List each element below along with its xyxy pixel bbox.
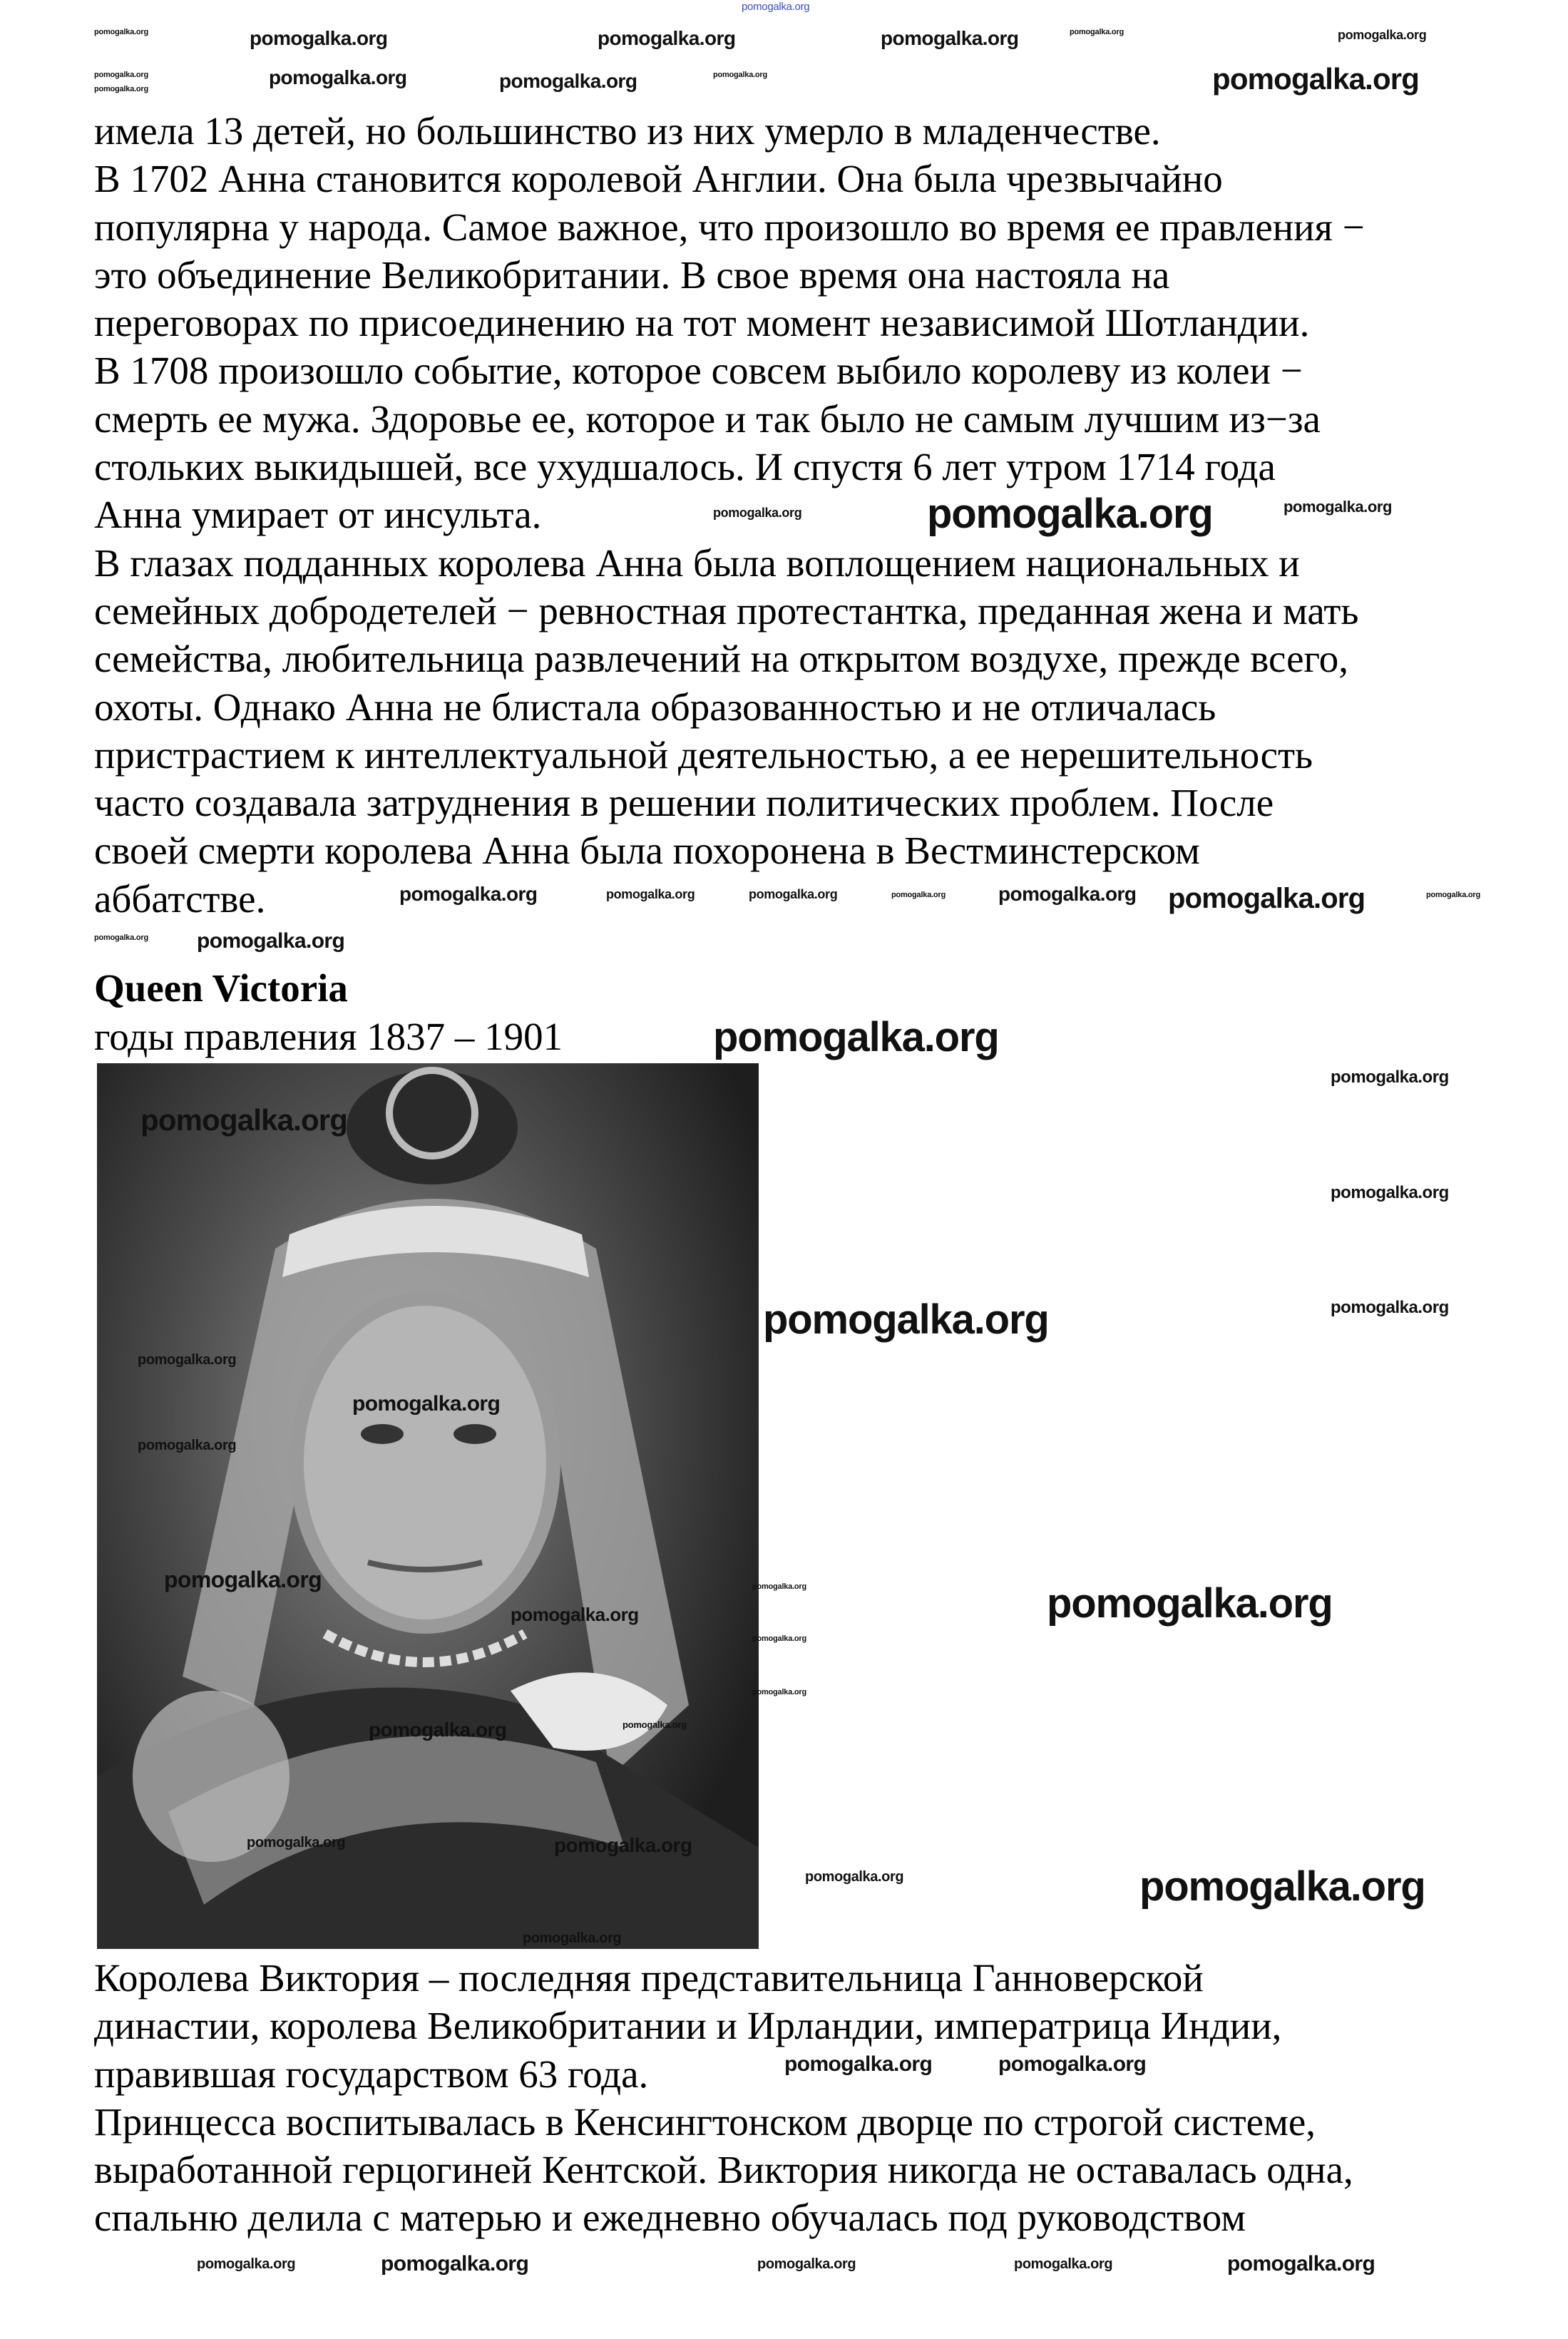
text-line: В 1708 произошло событие, которое совсем выбило королеву из колеи − — [94, 349, 1303, 393]
watermark: pomogalka.org — [1331, 1298, 1449, 1317]
section-heading: Queen Victoria — [94, 966, 348, 1010]
watermark: pomogalka.org — [749, 887, 838, 901]
watermark: pomogalka.org — [247, 1835, 346, 1851]
watermark: pomogalka.org — [1168, 883, 1365, 914]
portrait-image — [97, 1063, 759, 1949]
text-line: имела 13 детей, но большинство из них умерло в младенчестве. — [94, 109, 1161, 153]
watermark: pomogalka.org — [511, 1604, 639, 1625]
watermark: pomogalka.org — [197, 2256, 296, 2272]
watermark: pomogalka.org — [94, 71, 148, 79]
text-line: династии, королева Великобритании и Ирландии, императрица Индии, — [94, 2004, 1282, 2048]
watermark: pomogalka.org — [713, 71, 767, 79]
text-line: спальню делила с матерью и ежедневно обучалась под руководством — [94, 2196, 1246, 2240]
watermark: pomogalka.org — [1426, 891, 1480, 899]
watermark: pomogalka.org — [1212, 62, 1420, 96]
watermark: pomogalka.org — [881, 27, 1019, 49]
watermark: pomogalka.org — [752, 1582, 806, 1591]
watermark: pomogalka.org — [598, 27, 736, 49]
text-line: Анна умирает от инсульта. — [94, 493, 542, 537]
watermark: pomogalka.org — [757, 2256, 856, 2272]
text-line: стольких выкидышей, все ухудшалось. И спустя 6 лет утром 1714 года — [94, 445, 1276, 489]
victoria-paragraph — [94, 1954, 1353, 2242]
text-line: выработанной герцогиней Кентской. Виктория никогда не оставалась одна, — [94, 2148, 1353, 2192]
watermark: pomogalka.org — [1047, 1580, 1333, 1627]
watermark: pomogalka.org — [805, 1869, 904, 1885]
watermark: pomogalka.org — [927, 491, 1213, 537]
header-watermark[interactable]: pomogalka.org — [742, 1, 810, 13]
text-line: аббатстве. — [94, 876, 266, 921]
watermark: pomogalka.org — [713, 506, 802, 520]
watermark: pomogalka.org — [140, 1103, 348, 1137]
watermark: pomogalka.org — [713, 1014, 999, 1060]
watermark: pomogalka.org — [1283, 498, 1392, 516]
text-line: популярна у народа. Самое важное, что произошло во время ее правления − — [94, 205, 1365, 249]
watermark: pomogalka.org — [250, 27, 388, 49]
watermark: pomogalka.org — [399, 883, 538, 905]
watermark: pomogalka.org — [606, 887, 695, 901]
queen-victoria-portrait — [97, 1063, 759, 1949]
watermark: pomogalka.org — [763, 1296, 1049, 1343]
watermark: pomogalka.org — [369, 1719, 507, 1741]
watermark: pomogalka.org — [138, 1352, 237, 1368]
watermark: pomogalka.org — [499, 70, 637, 92]
text-line: семейства, любительница развлечений на открытом воздухе, прежде всего, — [94, 637, 1348, 681]
text-line: пристрастием к интеллектуальной деятельностью, а ее нерешительность — [94, 732, 1313, 777]
watermark: pomogalka.org — [269, 66, 407, 88]
text-line: смерть ее мужа. Здоровье ее, которое и так было не самым лучшим из−за — [94, 396, 1321, 441]
watermark: pomogalka.org — [1331, 1183, 1449, 1202]
watermark: pomogalka.org — [352, 1392, 501, 1416]
text-line: семейных добродетелей − ревностная протестантка, преданная жена и мать — [94, 588, 1359, 633]
text-line: своей смерти королева Анна была похоронена в Вестминстерском — [94, 829, 1200, 873]
watermark: pomogalka.org — [164, 1567, 322, 1592]
text-line: часто создавала затруднения в решении политических проблем. После — [94, 781, 1274, 825]
watermark: pomogalka.org — [94, 85, 148, 93]
text-line: Королева Виктория – последняя представительница Ганноверской — [94, 1956, 1204, 2000]
text-line: правившая государством 63 года. — [94, 2052, 649, 2096]
watermark: pomogalka.org — [138, 1438, 237, 1453]
watermark: pomogalka.org — [784, 2052, 933, 2076]
watermark: pomogalka.org — [752, 1688, 806, 1696]
watermark: pomogalka.org — [622, 1719, 687, 1730]
watermark: pomogalka.org — [197, 929, 345, 953]
text-line: переговорах по присоединению на тот момент независимой Шотландии. — [94, 301, 1310, 345]
watermark: pomogalka.org — [752, 1634, 806, 1643]
watermark: pomogalka.org — [1227, 2252, 1375, 2276]
text-line: В 1702 Анна становится королевой Англии. Она была чрезвычайно — [94, 157, 1223, 201]
watermark: pomogalka.org — [1331, 1068, 1449, 1087]
watermark: pomogalka.org — [523, 1930, 622, 1946]
watermark: pomogalka.org — [1014, 2256, 1113, 2272]
watermark: pomogalka.org — [998, 2052, 1147, 2076]
watermark: pomogalka.org — [891, 891, 946, 899]
watermark: pomogalka.org — [554, 1834, 692, 1856]
watermark: pomogalka.org — [1070, 28, 1124, 36]
watermark: pomogalka.org — [1338, 28, 1427, 42]
watermark: pomogalka.org — [381, 2252, 529, 2276]
reign-years: годы правления 1837 – 1901 — [94, 1015, 563, 1058]
text-line: Принцесса воспитывалась в Кенсингтонском дворце по строгой системе, — [94, 2099, 1316, 2144]
text-line: В глазах подданных королева Анна была воплощением национальных и — [94, 541, 1300, 585]
watermark: pomogalka.org — [94, 933, 148, 942]
text-line: это объединение Великобритании. В свое время она настояла на — [94, 252, 1170, 297]
watermark: pomogalka.org — [998, 883, 1137, 905]
text-line: охоты. Однако Анна не блистала образованностью и не отличалась — [94, 685, 1216, 729]
watermark: pomogalka.org — [1139, 1863, 1425, 1910]
watermark: pomogalka.org — [94, 28, 148, 36]
